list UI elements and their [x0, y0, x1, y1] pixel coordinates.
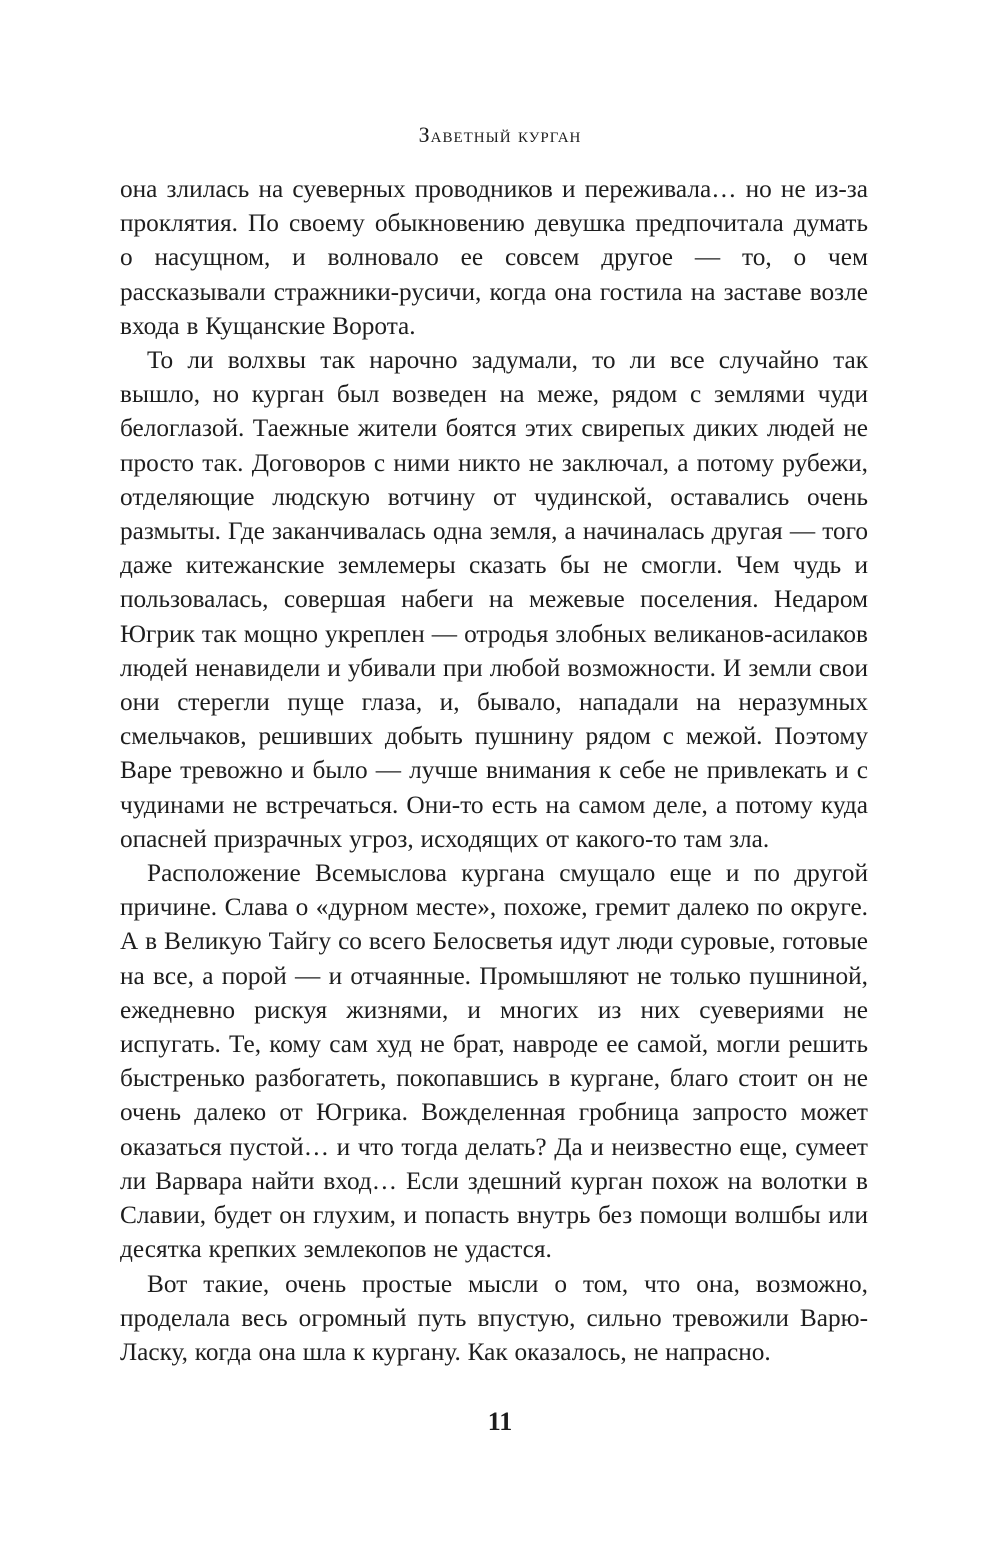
paragraph: Вот такие, очень простые мысли о том, что она, возможно, проделала весь огромный путь впустую, сильно тревожили Варю-Ласку, когда она шла к кургану. Как оказалось, не напрасно. — [120, 1269, 868, 1366]
paragraph: Расположение Всемыслова кургана смущало еще и по другой причине. Слава о «дурном месте», похоже, гремит далеко по округе. А в Великую Тайгу со всего Белосветья идут люди суровые, готовые на все, а порой — и отчаянные. Промышляют не только пушниной, ежедневно рискуя жизнями, и многих из них суевериями не испугать. Те, кому сам худ не брат, навроде ее самой, могли решить быстренько разбогатеть, покопавшись в кургане, благо стоит он не очень далеко от Югрика. Вожделенная гробница запросто может оказаться пустой… и что тогда делать? Да и неизвестно еще, сумеет ли Варвара найти вход… Если здешний курган похож на волотки в Славии, будет он глухим, и попасть внутрь без помощи волшбы или десятка крепких землекопов не удастся. — [120, 859, 868, 1264]
body-text — [120, 172, 868, 1369]
page-number: 11 — [487, 1407, 513, 1436]
running-head: Заветный курган — [418, 122, 582, 147]
paragraph-continued: она злилась на суеверных проводников и переживала… но не из-за проклятия. По своему обыкновению девушка предпочитала думать о насущном, и волновало ее совсем другое — то, о чем рассказывали стражники-русичи, когда она гостила на заставе возле входа в Кущанские Ворота. — [120, 175, 868, 340]
paragraph: То ли волхвы так нарочно задумали, то ли все случайно так вышло, но курган был возведен на меже, рядом с землями чуди белоглазой. Таежные жители боятся этих свирепых диких людей не просто так. Договоров с ними никто не заключал, а потому рубежи, отделяющие людскую вотчину от чудинской, оставались очень размыты. Где заканчивалась одна земля, а начиналась другая — того даже китежанские землемеры сказать бы не смогли. Чем чудь и пользовалась, совершая набеги на межевые поселения. Недаром Югрик так мощно укреплен — отродья злобных великанов-асилаков людей ненавидели и убивали при любой возможности. И земли свои они стерегли пуще глаза, и, бывало, нападали на неразумных смельчаков, решивших добыть пушнину рядом с межой. Поэтому Варе тревожно и было — лучше внимания к себе не привлекать и с чудинами не встречаться. Они-то есть на самом деле, а потому куда опасней призрачных угроз, исходящих от какого-то там зла. — [120, 346, 868, 853]
